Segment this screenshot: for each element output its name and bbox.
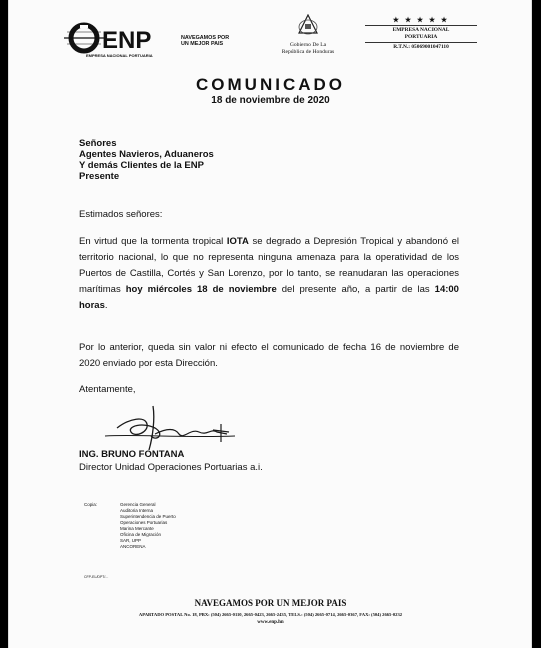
government-label (270, 42, 346, 56)
list-item: ANCORENA (120, 544, 146, 549)
recipients-block (79, 138, 214, 182)
enp-tagline-line-1: NAVEGAMOS POR (181, 35, 230, 41)
list-item: SAR, UPP (120, 538, 142, 543)
honduras-coat-of-arms-icon (296, 14, 320, 36)
list-item: Auditoria Interna (120, 508, 154, 513)
list-item: Marina Mercante (120, 526, 154, 531)
resume-time: 14:00 horas (79, 284, 459, 311)
enp-tagline-line-2: UN MEJOR PAIS (181, 41, 224, 47)
signer-name: ING. BRUNO FONTANA (79, 449, 185, 460)
empresa-block (365, 17, 477, 51)
copy-list (120, 502, 176, 550)
closing: Atentamente, (79, 384, 136, 395)
list-item: Superintendencia de Puerto (120, 514, 176, 519)
enp-logo (64, 18, 174, 60)
paragraph-1: En virtud que la tormenta tropical IOTA se degrado a Depresión Tropical y abandonó el territorio nacional, lo que no representa ninguna amenaza para la operatividad de los Puertos de Castilla, Cortés y San Lorenzo, por lo tanto, se reanudaran las operaciones marítimas hoy miércoles 18 de noviembre del presente año, a partir de las 14:00 horas. (79, 236, 459, 311)
enp-logo-subtext: EMPRESA NACIONAL PORTUARIA (86, 53, 153, 58)
resume-date: hoy miércoles 18 de noviembre (125, 284, 277, 295)
reference-code: CFP-EL/DPT/... (84, 575, 109, 579)
greeting: Estimados señores: (79, 209, 163, 220)
recipient-line: Agentes Navieros, Aduaneros (79, 149, 214, 160)
footer-website-link[interactable]: www.enp.hn (257, 620, 284, 625)
government-line-1: Gobierno De La (289, 42, 327, 48)
enp-logo-text: ENP (102, 27, 152, 54)
document-date: 18 de noviembre de 2020 (211, 95, 330, 106)
empresa-line-2: PORTUARIA (404, 34, 438, 40)
storm-name: IOTA (226, 236, 249, 247)
enp-tagline (181, 35, 229, 47)
empresa-rtn: R.T.N.: 05069001047110 (393, 44, 449, 50)
document-title: COMUNICADO (196, 75, 345, 94)
list-item: Operaciones Portuarias (120, 520, 168, 525)
paragraph-2: Por lo anterior, queda sin valor ni efecto el comunicado de fecha 16 de noviembre de 2020 enviado por esta Dirección. (79, 342, 459, 369)
list-item: Oficina de Migración (120, 532, 162, 537)
government-line-2: República de Honduras (281, 49, 335, 55)
handwritten-signature (95, 398, 265, 453)
enp-ring-icon (64, 25, 104, 51)
recipient-line: Y demás Clientes de la ENP (79, 160, 204, 171)
signer-title: Director Unidad Operaciones Portuarias a.i. (79, 462, 263, 473)
footer-contact: APARTADO POSTAL No. 18, PBX: (504) 2665-0110, 2665-0423, 2665-2435, TELS.: (504) 2665-0714, 2665-0367, FAX: (504) 2665-0232 (138, 612, 403, 617)
footer-slogan: NAVEGAMOS POR UN MEJOR PAIS (194, 598, 347, 608)
copy-label: Copia: (84, 502, 98, 507)
list-item: Gerencia General (120, 502, 156, 507)
empresa-line-1: EMPRESA NACIONAL (392, 27, 450, 33)
recipient-line: Presente (79, 171, 120, 182)
stars-icon: ★ ★ ★ ★ ★ (392, 16, 450, 24)
recipient-line: Señores (79, 138, 117, 149)
